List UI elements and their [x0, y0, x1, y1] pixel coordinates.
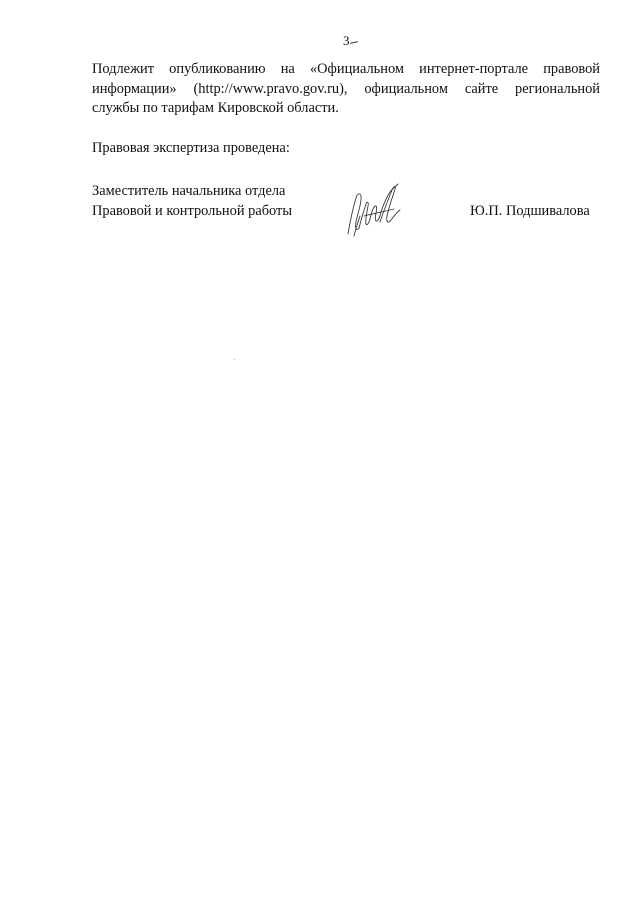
- page-number: 3: [343, 33, 350, 48]
- signatory-position-line: Заместитель начальника отдела: [92, 183, 286, 199]
- signatory-position: [92, 181, 292, 221]
- page-number-mark: [350, 41, 358, 44]
- legal-expertise-note: Правовая экспертиза проведена:: [92, 140, 290, 156]
- publication-line: Подлежит опубликованию на «Официальном интернет-портале правовой: [92, 61, 600, 77]
- scan-speck: [234, 359, 235, 360]
- publication-paragraph: [92, 60, 600, 119]
- signatory-name: Ю.П. Подшивалова: [470, 203, 590, 219]
- publication-line: службы по тарифам Кировской области.: [92, 100, 339, 116]
- signatory-position-line: Правовой и контрольной работы: [92, 203, 292, 219]
- publication-line: информации» (http://www.pravo.gov.ru), официальном сайте региональной: [92, 80, 600, 97]
- handwritten-signature: [344, 176, 408, 242]
